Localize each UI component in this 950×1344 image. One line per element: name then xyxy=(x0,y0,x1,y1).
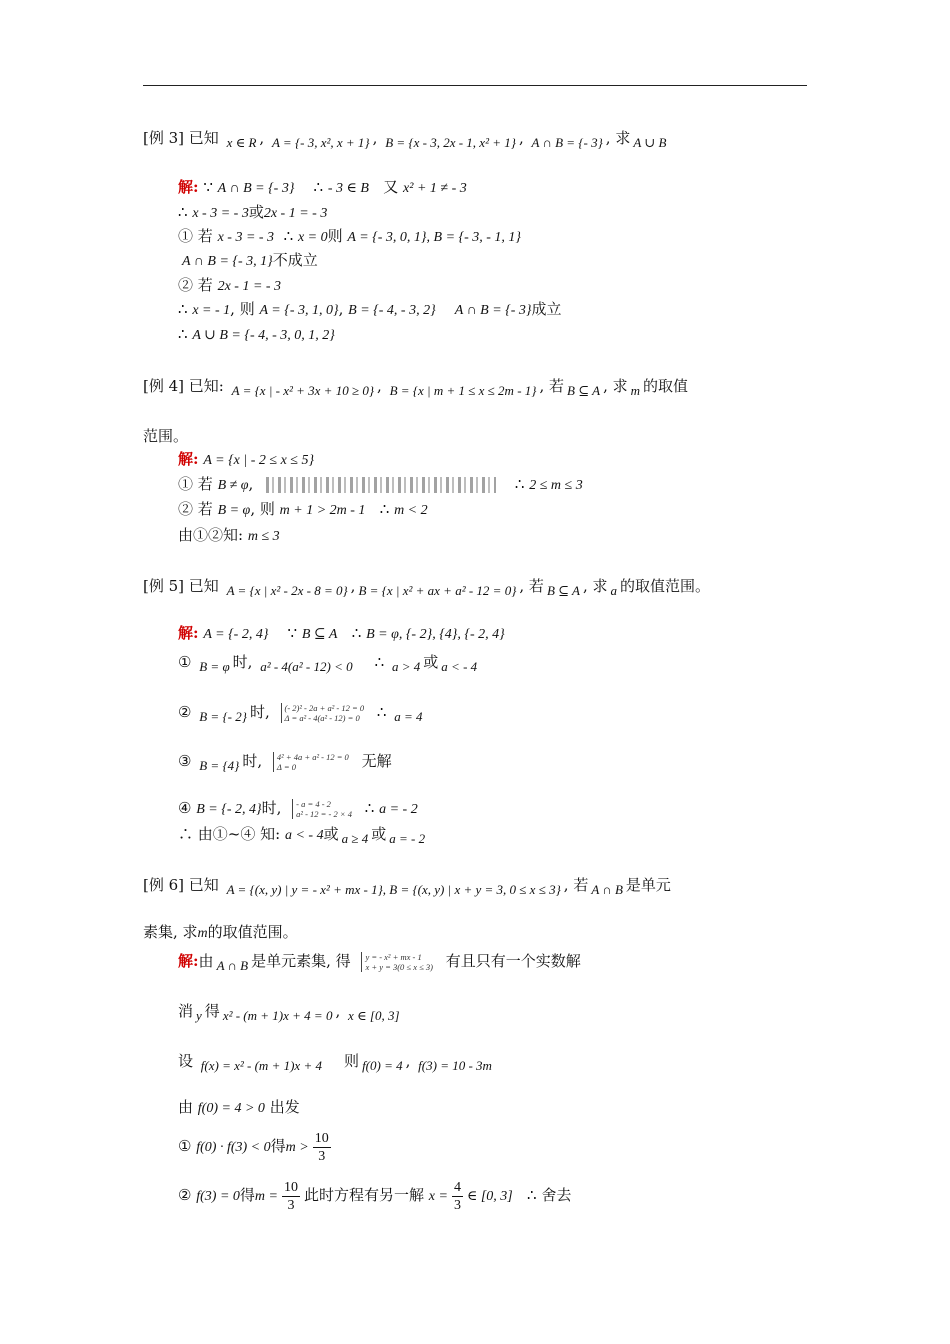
equation-system: (- 2)² - 2a + a² - 12 = 0 Δ = a² - 4(a² - 12) = 0 xyxy=(281,703,365,723)
ex4-heading-cont: 范围。 xyxy=(143,427,189,445)
ex6-line2: 消 y 得 x² - (m + 1)x + 4 = 0 , x ∈ [0, 3] xyxy=(178,1002,400,1023)
ex3-line5: ② 若 2x - 1 = - 3 xyxy=(178,276,282,294)
ex3-line6: ∴ x = - 1, 则 A = {- 3, 1, 0}, B = {- 4, - 3, 2} A ∩ B = {- 3}成立 xyxy=(178,300,562,318)
ex3-line1: 解: ∵ A ∩ B = {- 3} ∴ - 3 ∈ B 又 x² + 1 ≠ - 3 xyxy=(178,178,467,196)
ex5-conclusion: ∴ 由①~④ 知: a < - 4或 a ≥ 4 或 a = - 2 xyxy=(178,825,426,846)
ex3-line2: ∴ x - 3 = - 3或2x - 1 = - 3 xyxy=(178,203,328,221)
ex5-case3: ③ B = {4} 时, 4² + 4a + a² - 12 = 0 Δ = 0 无解 xyxy=(178,752,392,773)
ex6-heading-cont: 素集, 求m的取值范围。 xyxy=(143,923,298,941)
ex4-line4: 由①②知: m ≤ 3 xyxy=(178,526,280,544)
ex5-case2: ② B = {- 2} 时, (- 2)² - 2a + a² - 12 = 0 Δ = a² - 4(a² - 12) = 0 ∴ a = 4 xyxy=(178,703,423,724)
ex5-line1: 解: A = {- 2, 4} ∵ B ⊆ A ∴ B = φ, {- 2}, {4}, {- 2, 4} xyxy=(178,624,505,642)
garbled-formula-image xyxy=(266,477,496,493)
ex3-line7: ∴ A ∪ B = {- 4, - 3, 0, 1, 2} xyxy=(178,325,335,343)
ex3-heading: [例 3] 已知 x ∈ R , A = {- 3, x², x + 1} , B = {x - 3, 2x - 1, x² + 1} , A ∩ B = {- 3} , 求 A ∪ B xyxy=(143,129,667,150)
equation-system: 4² + 4a + a² - 12 = 0 Δ = 0 xyxy=(273,752,349,772)
ex4-heading: [例 4] 已知: A = {x | - x² + 3x + 10 ≥ 0} , B = {x | m + 1 ≤ x ≤ 2m - 1} , 若 B ⊆ A , 求 m 的取值 xyxy=(143,377,689,398)
ex6-line6: ② f(3) = 0得m = $\frac{10}{3}$ 此时方程有另一解 x = $\frac{4}{3}$ ∈ [0, 3] ∴ 舍去 xyxy=(178,1179,572,1213)
fraction: $\frac{4}{3}$ xyxy=(453,1179,461,1213)
ex4-line2: ① 若 B ≠ φ, ∴ 2 ≤ m ≤ 3 xyxy=(178,475,583,493)
ex5-case4: ④ B = {- 2, 4}时, - a = 4 - 2 a² - 12 = - 2 × 4 ∴ a = - 2 xyxy=(178,799,418,819)
ex4-line1: 解: A = {x | - 2 ≤ x ≤ 5} xyxy=(178,450,315,468)
ex5-case1: ① B = φ 时, a² - 4(a² - 12) < 0 ∴ a > 4 或 a < - 4 xyxy=(178,653,478,674)
ex4-line3: ② 若 B = φ, 则 m + 1 > 2m - 1 ∴ m < 2 xyxy=(178,500,428,518)
ex6-line3: 设 f(x) = x² - (m + 1)x + 4 则 f(0) = 4 , f(3) = 10 - 3m xyxy=(178,1052,492,1073)
ex6-line5: ① f(0) · f(3) < 0得m > $\frac{10}{3}$ xyxy=(178,1130,329,1164)
fraction: $\frac{10}{3}$ xyxy=(283,1179,298,1213)
ex6-heading: [例 6] 已知 A = {(x, y) | y = - x² + mx - 1}, B = {(x, y) | x + y = 3, 0 ≤ x ≤ 3} , 若 A ∩ B 是单元 xyxy=(143,876,671,897)
equation-system: - a = 4 - 2 a² - 12 = - 2 × 4 xyxy=(292,799,352,819)
ex3-line3: ① 若 x - 3 = - 3 ∴ x = 0则 A = {- 3, 0, 1}, B = {- 3, - 1, 1} xyxy=(178,227,522,245)
ex6-line4: 由 f(0) = 4 > 0 出发 xyxy=(178,1098,300,1116)
header-rule xyxy=(143,85,807,86)
ex6-line1: 解:由 A ∩ B 是单元素集, 得 y = - x² + mx - 1 x + y = 3(0 ≤ x ≤ 3) 有且只有一个实数解 xyxy=(178,952,581,973)
equation-system: y = - x² + mx - 1 x + y = 3(0 ≤ x ≤ 3) xyxy=(361,952,433,972)
ex3-line4: A ∩ B = {- 3, 1}不成立 xyxy=(182,251,318,269)
ex5-heading: [例 5] 已知 A = {x | x² - 2x - 8 = 0} , B = {x | x² + ax + a² - 12 = 0} , 若 B ⊆ A , 求 a 的取值范围。 xyxy=(143,577,711,598)
fraction: $\frac{10}{3}$ xyxy=(314,1130,329,1164)
